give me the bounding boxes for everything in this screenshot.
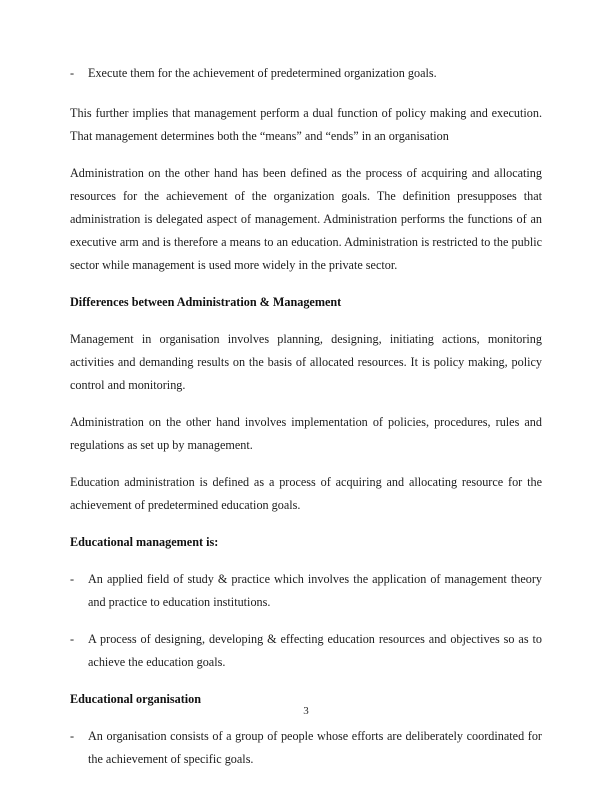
list-item-text: An applied field of study & practice which involves the application of management theory and practice to education institutions. — [88, 572, 542, 609]
bullet-marker: - — [70, 729, 75, 743]
bullet-marker: - — [70, 66, 75, 80]
paragraph: Management in organisation involves planning, designing, initiating actions, monitoring activities and demanding results on the basis of allocated resources. It is policy making, policy control and monitoring. — [70, 332, 542, 392]
list-item — [70, 628, 542, 674]
bullet-marker: - — [70, 572, 75, 586]
list-item — [70, 62, 542, 85]
paragraph: Administration on the other hand has been defined as the process of acquiring and allocating resources for the achievement of the organization goals. The definition presupposes that administration is delegated aspect of management. Administration performs the functions of an executive arm and is therefore a means to an education. Administration is restricted to the public sector while management is used more widely in the private sector. — [70, 166, 542, 272]
list-item — [70, 568, 542, 614]
page-number: 3 — [303, 705, 309, 717]
section-heading: Educational organisation — [70, 692, 202, 706]
paragraph: This further implies that management perform a dual function of policy making and execution. That management determines both the “means” and “ends” in an organisation — [70, 106, 542, 143]
paragraph: Education administration is defined as a process of acquiring and allocating resource for the achievement of predetermined education goals. — [70, 475, 542, 512]
list-item-text: A process of designing, developing & effecting education resources and objectives so as to achieve the education goals. — [88, 632, 542, 669]
section-heading: Educational management is: — [70, 535, 219, 549]
paragraph: Administration on the other hand involves implementation of policies, procedures, rules and regulations as set up by management. — [70, 415, 542, 452]
list-item-text: An organisation consists of a group of people whose efforts are deliberately coordinated for the achievement of specific goals. — [88, 729, 542, 766]
list-item-text: Execute them for the achievement of predetermined organization goals. — [88, 66, 437, 80]
list-item — [70, 725, 542, 771]
section-heading: Differences between Administration & Management — [70, 295, 342, 309]
document-body — [70, 62, 542, 785]
bullet-marker: - — [70, 632, 75, 646]
